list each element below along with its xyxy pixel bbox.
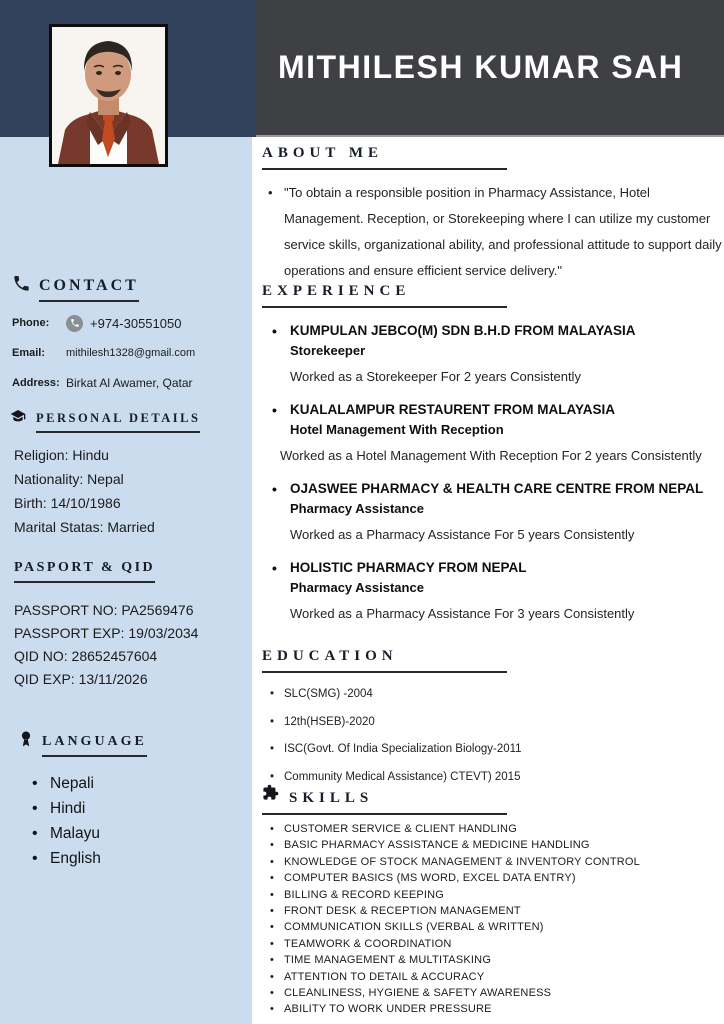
phone-value: +974-30551050 <box>90 315 182 331</box>
job-entry <box>262 479 724 545</box>
language-section <box>18 730 246 871</box>
skills-heading <box>262 784 507 815</box>
address-value: Birkat Al Awamer, Qatar <box>66 376 193 390</box>
header-band <box>256 0 724 137</box>
personal-details-section <box>8 408 246 539</box>
about-heading <box>262 145 507 170</box>
passport-qid-title: PASPORT & QID <box>14 560 155 583</box>
language-title: LANGUAGE <box>42 734 147 757</box>
skill-item: • BASIC PHARMACY ASSISTANCE & MEDICINE HANDLING <box>262 837 718 853</box>
skill-item: • CUSTOMER SERVICE & CLIENT HANDLING <box>262 821 718 837</box>
email-label: Email: <box>12 347 46 359</box>
job-description: Worked as a Pharmacy Assistance For 3 years Consistently <box>290 606 635 621</box>
passport-qid-item: PASSPORT EXP: 19/03/2034 <box>14 625 199 641</box>
job-entry <box>262 558 724 624</box>
phone-in-circle-icon <box>66 315 83 332</box>
passport-qid-item: PASSPORT NO: PA2569476 <box>14 602 194 618</box>
address-row <box>12 374 244 392</box>
contact-rows <box>12 314 244 392</box>
email-value: mithilesh1328@gmail.com <box>66 347 196 359</box>
contact-section <box>12 274 244 392</box>
passport-qid-item: QID NO: 28652457604 <box>14 648 158 664</box>
personal-detail-item: Birth: 14/10/1986 <box>14 495 121 511</box>
name-title: MITHILESH KUMAR SAH <box>278 49 684 85</box>
award-ribbon-icon <box>18 730 34 753</box>
about-title: ABOUT ME <box>262 145 383 161</box>
phone-label: Phone: <box>12 317 50 329</box>
job-role: Pharmacy Assistance <box>290 501 424 516</box>
language-list <box>18 771 246 871</box>
education-section <box>262 648 718 791</box>
skill-item: • FRONT DESK & RECEPTION MANAGEMENT <box>262 903 718 919</box>
experience-section <box>262 283 724 624</box>
contact-title: CONTACT <box>39 277 139 302</box>
job-role: Hotel Management With Reception <box>290 422 504 437</box>
personal-details-title: PERSONAL DETAILS <box>36 411 200 433</box>
phone-row <box>12 314 244 332</box>
passport-qid-list <box>14 599 246 691</box>
address-label: Address: <box>12 377 60 389</box>
experience-heading <box>262 283 507 308</box>
passport-qid-section <box>14 560 246 691</box>
education-item: • ISC(Govt. Of India Specialization Biology-2011 <box>262 736 718 764</box>
job-description: Worked as a Storekeeper For 2 years Consistently <box>290 369 581 384</box>
language-item: • English <box>32 846 246 871</box>
skill-item: • ATTENTION TO DETAIL & ACCURACY <box>262 969 718 985</box>
education-item: • 12th(HSEB)-2020 <box>262 709 718 737</box>
skill-item: • TIME MANAGEMENT & MULTITASKING <box>262 952 718 968</box>
skills-list <box>262 821 718 1018</box>
language-heading <box>18 730 246 757</box>
language-item: • Malayu <box>32 821 246 846</box>
email-row <box>12 344 244 362</box>
job-entry <box>262 321 724 387</box>
job-role: Storekeeper <box>290 343 366 358</box>
profile-photo <box>49 24 168 167</box>
about-section <box>262 145 722 284</box>
skill-item: • COMPUTER BASICS (MS WORD, EXCEL DATA ENTRY) <box>262 870 718 886</box>
personal-detail-item: Religion: Hindu <box>14 447 109 463</box>
job-company: • KUALALAMPUR RESTAURENT FROM MALAYASIA <box>262 400 724 420</box>
language-item: • Hindi <box>32 796 246 821</box>
personal-details-heading <box>8 408 246 433</box>
education-list <box>262 681 718 791</box>
job-role: Pharmacy Assistance <box>290 580 424 595</box>
job-company: • KUMPULAN JEBCO(M) SDN B.H.D FROM MALAYASIA <box>262 321 724 341</box>
job-description: Worked as a Pharmacy Assistance For 5 years Consistently <box>290 527 635 542</box>
skill-item: • BILLING & RECORD KEEPING <box>262 887 718 903</box>
contact-heading <box>12 274 244 302</box>
graduation-cap-icon <box>8 408 28 429</box>
job-company: • OJASWEE PHARMACY & HEALTH CARE CENTRE FROM NEPAL <box>262 479 724 499</box>
puzzle-piece-icon <box>262 784 279 806</box>
phone-receiver-icon <box>12 274 31 298</box>
education-item: • SLC(SMG) -2004 <box>262 681 718 709</box>
about-text: • "To obtain a responsible position in Pharmacy Assistance, Hotel Management. Reception, or Storekeeping where I can utilize my customer service skills, organizational ability, and professional attitude to support daily operations and ensure efficient service delivery." <box>262 180 724 284</box>
personal-detail-item: Nationality: Nepal <box>14 471 124 487</box>
passport-qid-heading <box>14 560 246 583</box>
skill-item: • TEAMWORK & COORDINATION <box>262 936 718 952</box>
job-entry <box>262 400 724 466</box>
skill-item: • COMMUNICATION SKILLS (VERBAL & WRITTEN) <box>262 919 718 935</box>
education-item: • Community Medical Assistance) CTEVT) 2015 <box>262 764 718 792</box>
portrait-illustration <box>52 27 165 164</box>
education-heading <box>262 648 507 673</box>
skills-section <box>262 784 718 1018</box>
personal-detail-item: Marital Statas: Married <box>14 519 155 535</box>
skill-item: • KNOWLEDGE OF STOCK MANAGEMENT & INVENTORY CONTROL <box>262 854 718 870</box>
job-company: • HOLISTIC PHARMACY FROM NEPAL <box>262 558 724 578</box>
language-item: • Nepali <box>32 771 246 796</box>
passport-qid-item: QID EXP: 13/11/2026 <box>14 671 148 687</box>
skills-title: SKILLS <box>289 790 374 806</box>
skill-item: • CLEANLINESS, HYGIENE & SAFETY AWARENESS <box>262 985 718 1001</box>
job-description: Worked as a Hotel Management With Reception For 2 years Consistently <box>280 448 702 463</box>
skill-item: • ABILITY TO WORK UNDER PRESSURE <box>262 1001 718 1017</box>
education-title: EDUCATION <box>262 648 398 664</box>
personal-details-list <box>8 443 246 539</box>
experience-title: EXPERIENCE <box>262 283 411 299</box>
